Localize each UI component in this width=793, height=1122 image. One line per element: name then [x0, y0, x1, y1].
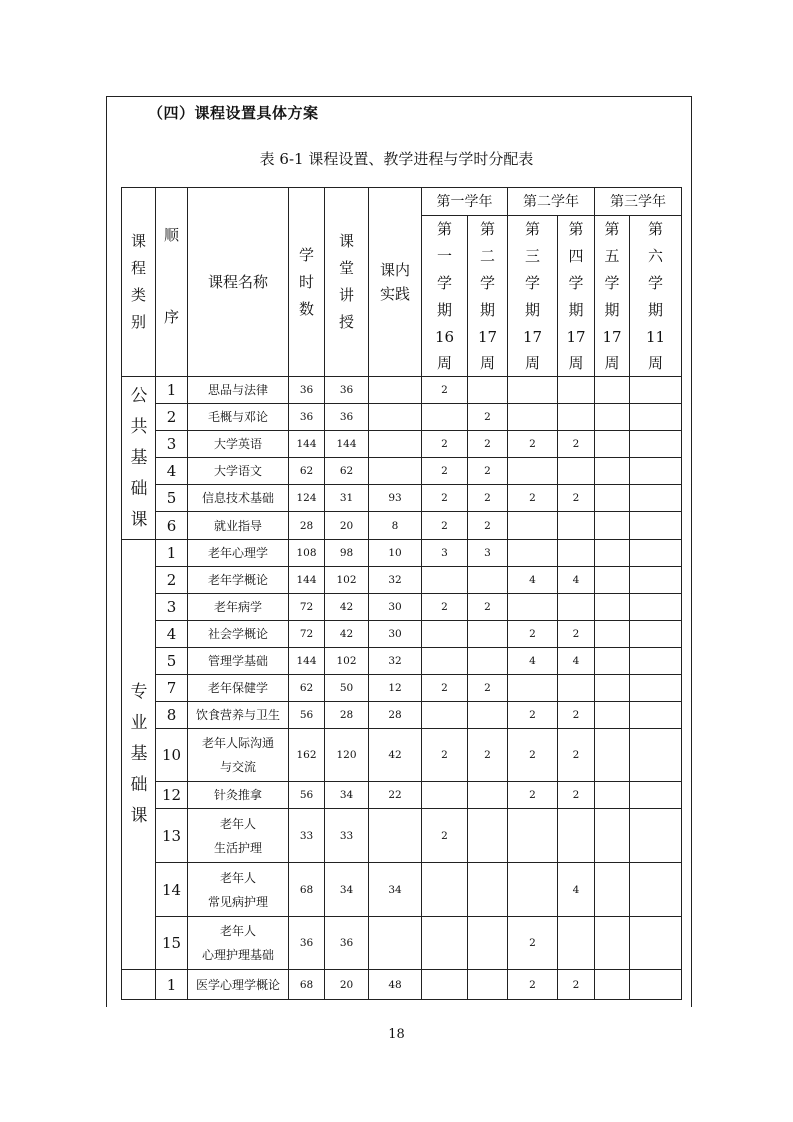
- lecture-cell: 36: [325, 404, 369, 431]
- practice-cell: 22: [369, 782, 422, 809]
- semester-1-cell: [422, 970, 468, 1000]
- order-cell: 3: [156, 594, 188, 621]
- lecture-cell: 33: [325, 809, 369, 863]
- semester-label: 第五学期: [604, 220, 620, 319]
- practice-cell: [369, 917, 422, 970]
- practice-cell: 48: [369, 970, 422, 1000]
- table-row: [122, 621, 682, 648]
- hours-cell: 36: [289, 377, 325, 404]
- semester-5-cell: [595, 702, 630, 729]
- semester-3-cell: [508, 675, 558, 702]
- practice-cell: 93: [369, 485, 422, 512]
- semester-2-cell: [468, 377, 508, 404]
- table-row: [122, 809, 682, 863]
- course-name-line: 毛概与邓论: [207, 410, 268, 424]
- semester-6-cell: [630, 782, 682, 809]
- semester-6-cell: [630, 863, 682, 917]
- order-cell: 2: [156, 567, 188, 594]
- lecture-cell: 98: [325, 540, 369, 567]
- semester-4-cell: 2: [558, 970, 595, 1000]
- semester-3-cell: [508, 377, 558, 404]
- semester-unit: 周: [479, 354, 495, 372]
- semester-6-cell: [630, 809, 682, 863]
- hours-cell: 36: [289, 404, 325, 431]
- semester-1-cell: [422, 863, 468, 917]
- course-name-cell: [188, 648, 289, 675]
- semester-6-cell: [630, 729, 682, 782]
- lecture-cell: 36: [325, 917, 369, 970]
- semester-weeks: 17: [602, 328, 622, 346]
- semester-1-cell: 2: [422, 512, 468, 540]
- table-row: [122, 594, 682, 621]
- lecture-cell: 28: [325, 702, 369, 729]
- header-semester-6: [630, 216, 682, 377]
- semester-1-cell: [422, 917, 468, 970]
- table-row: [122, 431, 682, 458]
- table-row: [122, 485, 682, 512]
- lecture-cell: 102: [325, 567, 369, 594]
- semester-3-cell: 2: [508, 917, 558, 970]
- course-name-cell: [188, 702, 289, 729]
- semester-6-cell: [630, 377, 682, 404]
- semester-1-cell: 2: [422, 594, 468, 621]
- course-name-line: 就业指导: [213, 518, 262, 533]
- lecture-cell: 62: [325, 458, 369, 485]
- semester-label: 第四学期: [568, 220, 584, 319]
- semester-3-cell: [508, 863, 558, 917]
- semester-3-cell: 2: [508, 970, 558, 1000]
- table-row: [122, 863, 682, 917]
- order-cell: 7: [156, 675, 188, 702]
- practice-cell: 34: [369, 863, 422, 917]
- semester-6-cell: [630, 540, 682, 567]
- table-row: [122, 512, 682, 540]
- course-name-line: 社会学概论: [207, 627, 268, 641]
- course-name-cell: [188, 567, 289, 594]
- semester-5-cell: [595, 567, 630, 594]
- semester-6-cell: [630, 458, 682, 485]
- table-row: [122, 702, 682, 729]
- lecture-cell: 144: [325, 431, 369, 458]
- lecture-cell: 120: [325, 729, 369, 782]
- semester-3-cell: [508, 458, 558, 485]
- header-lecture: 课堂讲授: [325, 188, 369, 377]
- semester-3-cell: 2: [508, 621, 558, 648]
- semester-5-cell: [595, 729, 630, 782]
- semester-3-cell: 2: [508, 431, 558, 458]
- hours-cell: 33: [289, 809, 325, 863]
- semester-1-cell: [422, 621, 468, 648]
- course-name-cell: [188, 594, 289, 621]
- semester-4-cell: [558, 540, 595, 567]
- semester-5-cell: [595, 431, 630, 458]
- semester-1-cell: [422, 782, 468, 809]
- semester-2-cell: 2: [468, 404, 508, 431]
- semester-weeks: 17: [522, 328, 543, 346]
- course-name-cell: [188, 512, 289, 540]
- course-name-line: 老年保健学: [207, 681, 268, 695]
- table-row: [122, 567, 682, 594]
- semester-6-cell: [630, 621, 682, 648]
- hours-cell: 62: [289, 458, 325, 485]
- lecture-cell: 42: [325, 621, 369, 648]
- order-cell: 15: [156, 917, 188, 970]
- semester-4-cell: 2: [558, 431, 595, 458]
- practice-cell: 32: [369, 567, 422, 594]
- course-name-cell: [188, 917, 289, 970]
- table-row: [122, 675, 682, 702]
- table-row: [122, 917, 682, 970]
- semester-5-cell: [595, 809, 630, 863]
- table-row: [122, 782, 682, 809]
- semester-1-cell: 2: [422, 485, 468, 512]
- semester-1-cell: 2: [422, 431, 468, 458]
- course-name-line: 老年人际沟通: [201, 736, 274, 750]
- hours-cell: 162: [289, 729, 325, 782]
- semester-5-cell: [595, 648, 630, 675]
- hours-cell: 56: [289, 782, 325, 809]
- course-name-line: 管理学基础: [207, 654, 268, 668]
- hours-cell: 72: [289, 594, 325, 621]
- semester-4-cell: 4: [558, 863, 595, 917]
- lecture-cell: 36: [325, 377, 369, 404]
- table-row: [122, 458, 682, 485]
- header-year-2: 第二学年: [508, 188, 595, 216]
- semester-3-cell: 2: [508, 702, 558, 729]
- course-name-line: 与交流: [219, 760, 256, 774]
- category-cell: 专业基础课: [122, 540, 156, 970]
- semester-1-cell: 2: [422, 809, 468, 863]
- table-row: [122, 970, 682, 1000]
- semester-6-cell: [630, 431, 682, 458]
- header-row-years: [122, 188, 682, 216]
- semester-5-cell: [595, 675, 630, 702]
- semester-2-cell: [468, 809, 508, 863]
- order-cell: 12: [156, 782, 188, 809]
- semester-4-cell: [558, 404, 595, 431]
- practice-cell: 28: [369, 702, 422, 729]
- semester-4-cell: 2: [558, 621, 595, 648]
- semester-6-cell: [630, 567, 682, 594]
- hours-cell: 68: [289, 863, 325, 917]
- semester-3-cell: 2: [508, 782, 558, 809]
- semester-3-cell: [508, 404, 558, 431]
- course-name-cell: [188, 970, 289, 1000]
- practice-cell: 30: [369, 621, 422, 648]
- practice-cell: [369, 377, 422, 404]
- category-cell: [122, 970, 156, 1000]
- semester-unit: 周: [647, 354, 663, 372]
- course-name-line: 大学语文: [213, 464, 262, 478]
- semester-3-cell: 2: [508, 729, 558, 782]
- semester-4-cell: 2: [558, 729, 595, 782]
- course-name-cell: [188, 621, 289, 648]
- semester-1-cell: [422, 702, 468, 729]
- section-title: （四）课程设置具体方案: [148, 104, 319, 122]
- semester-5-cell: [595, 782, 630, 809]
- semester-label: 第二学期: [479, 220, 495, 319]
- practice-cell: 42: [369, 729, 422, 782]
- order-cell: 14: [156, 863, 188, 917]
- semester-5-cell: [595, 970, 630, 1000]
- semester-1-cell: [422, 404, 468, 431]
- hours-cell: 108: [289, 540, 325, 567]
- semester-5-cell: [595, 485, 630, 512]
- semester-4-cell: 2: [558, 782, 595, 809]
- course-name-cell: [188, 377, 289, 404]
- hours-cell: 28: [289, 512, 325, 540]
- semester-6-cell: [630, 512, 682, 540]
- semester-weeks: 16: [434, 328, 455, 346]
- semester-2-cell: [468, 782, 508, 809]
- page-number: 18: [388, 1027, 405, 1042]
- hours-cell: 56: [289, 702, 325, 729]
- semester-1-cell: [422, 567, 468, 594]
- order-cell: 1: [156, 540, 188, 567]
- practice-cell: 32: [369, 648, 422, 675]
- semester-unit: 周: [524, 354, 540, 372]
- semester-1-cell: 2: [422, 377, 468, 404]
- table-row: [122, 648, 682, 675]
- semester-2-cell: [468, 567, 508, 594]
- lecture-cell: 42: [325, 594, 369, 621]
- practice-cell: [369, 458, 422, 485]
- order-cell: 10: [156, 729, 188, 782]
- order-cell: 1: [156, 970, 188, 1000]
- course-name-cell: [188, 404, 289, 431]
- order-cell: 2: [156, 404, 188, 431]
- semester-weeks: 17: [566, 328, 586, 346]
- semester-1-cell: 2: [422, 675, 468, 702]
- semester-5-cell: [595, 863, 630, 917]
- course-name-line: 老年人: [219, 924, 256, 938]
- hours-cell: 144: [289, 648, 325, 675]
- semester-2-cell: 3: [468, 540, 508, 567]
- semester-1-cell: 3: [422, 540, 468, 567]
- semester-5-cell: [595, 458, 630, 485]
- semester-2-cell: [468, 917, 508, 970]
- course-name-cell: [188, 729, 289, 782]
- semester-3-cell: 4: [508, 567, 558, 594]
- order-cell: 4: [156, 621, 188, 648]
- practice-cell: [369, 404, 422, 431]
- semester-4-cell: [558, 675, 595, 702]
- semester-2-cell: [468, 648, 508, 675]
- semester-3-cell: [508, 540, 558, 567]
- header-semester-1: [422, 216, 468, 377]
- course-name-line: 老年学概论: [207, 573, 268, 587]
- course-name-cell: [188, 675, 289, 702]
- semester-weeks: 17: [477, 328, 498, 346]
- category-cell: 公共基础课: [122, 377, 156, 540]
- header-course-name: 课程名称: [188, 188, 289, 377]
- semester-2-cell: 2: [468, 458, 508, 485]
- order-cell: 13: [156, 809, 188, 863]
- lecture-cell: 31: [325, 485, 369, 512]
- lecture-cell: 50: [325, 675, 369, 702]
- semester-5-cell: [595, 594, 630, 621]
- header-semester-4: [558, 216, 595, 377]
- hours-cell: 144: [289, 567, 325, 594]
- header-hours: 学时数: [289, 188, 325, 377]
- semester-1-cell: 2: [422, 729, 468, 782]
- course-name-line: 老年心理学: [207, 546, 268, 560]
- lecture-cell: 34: [325, 863, 369, 917]
- order-cell: 5: [156, 485, 188, 512]
- semester-6-cell: [630, 485, 682, 512]
- semester-2-cell: 2: [468, 485, 508, 512]
- semester-4-cell: 4: [558, 648, 595, 675]
- order-cell: 6: [156, 512, 188, 540]
- course-name-line: 饮食营养与卫生: [195, 708, 280, 722]
- semester-3-cell: [508, 809, 558, 863]
- semester-2-cell: [468, 863, 508, 917]
- semester-2-cell: 2: [468, 431, 508, 458]
- semester-4-cell: 2: [558, 702, 595, 729]
- course-name-line: 常见病护理: [207, 894, 268, 909]
- semester-5-cell: [595, 621, 630, 648]
- practice-cell: 8: [369, 512, 422, 540]
- semester-2-cell: 2: [468, 675, 508, 702]
- hours-cell: 144: [289, 431, 325, 458]
- order-cell: 1: [156, 377, 188, 404]
- course-name-line: 大学英语: [213, 437, 262, 451]
- course-name-cell: [188, 485, 289, 512]
- semester-5-cell: [595, 512, 630, 540]
- lecture-cell: 34: [325, 782, 369, 809]
- practice-cell: 10: [369, 540, 422, 567]
- course-name-line: 生活护理: [213, 840, 262, 855]
- semester-5-cell: [595, 377, 630, 404]
- course-name-line: 医学心理学概论: [195, 977, 280, 992]
- course-name-line: 老年人: [219, 870, 256, 885]
- order-cell: 3: [156, 431, 188, 458]
- semester-4-cell: [558, 377, 595, 404]
- course-table-container: [121, 187, 682, 1000]
- header-semester-2: [468, 216, 508, 377]
- course-name-cell: [188, 782, 289, 809]
- header-year-3: 第三学年: [595, 188, 682, 216]
- hours-cell: 62: [289, 675, 325, 702]
- semester-5-cell: [595, 404, 630, 431]
- table-caption: 表 6-1 课程设置、教学进程与学时分配表: [259, 150, 534, 168]
- semester-6-cell: [630, 970, 682, 1000]
- semester-4-cell: [558, 512, 595, 540]
- semester-4-cell: [558, 809, 595, 863]
- course-name-cell: [188, 458, 289, 485]
- course-name-line: 针灸推拿: [213, 788, 262, 802]
- header-year-1: 第一学年: [422, 188, 508, 216]
- table-row: [122, 404, 682, 431]
- order-cell: 4: [156, 458, 188, 485]
- course-name-cell: [188, 863, 289, 917]
- course-name-line: 信息技术基础: [201, 491, 274, 505]
- table-row: [122, 729, 682, 782]
- semester-5-cell: [595, 540, 630, 567]
- semester-weeks: 11: [645, 328, 666, 346]
- hours-cell: 36: [289, 917, 325, 970]
- semester-unit: 周: [568, 354, 584, 372]
- lecture-cell: 20: [325, 970, 369, 1000]
- semester-2-cell: [468, 702, 508, 729]
- semester-3-cell: 4: [508, 648, 558, 675]
- semester-2-cell: 2: [468, 512, 508, 540]
- practice-cell: [369, 431, 422, 458]
- semester-unit: 周: [436, 354, 452, 372]
- semester-6-cell: [630, 594, 682, 621]
- semester-6-cell: [630, 675, 682, 702]
- semester-6-cell: [630, 702, 682, 729]
- semester-2-cell: [468, 970, 508, 1000]
- semester-4-cell: [558, 917, 595, 970]
- semester-3-cell: [508, 594, 558, 621]
- semester-3-cell: 2: [508, 485, 558, 512]
- header-category: 课程类别: [122, 188, 156, 377]
- course-name-line: 老年人: [219, 816, 256, 831]
- course-name-cell: [188, 809, 289, 863]
- header-semester-3: [508, 216, 558, 377]
- course-name-cell: [188, 540, 289, 567]
- semester-1-cell: 2: [422, 458, 468, 485]
- semester-4-cell: 2: [558, 485, 595, 512]
- semester-label: 第一学期: [436, 220, 452, 319]
- table-row: [122, 377, 682, 404]
- semester-1-cell: [422, 648, 468, 675]
- semester-unit: 周: [604, 354, 620, 372]
- table-row: [122, 540, 682, 567]
- lecture-cell: 102: [325, 648, 369, 675]
- semester-2-cell: 2: [468, 594, 508, 621]
- semester-6-cell: [630, 648, 682, 675]
- semester-3-cell: [508, 512, 558, 540]
- order-cell: 8: [156, 702, 188, 729]
- course-name-line: 心理护理基础: [201, 948, 274, 962]
- course-name-cell: [188, 431, 289, 458]
- semester-label: 第三学期: [524, 220, 540, 319]
- hours-cell: 68: [289, 970, 325, 1000]
- semester-2-cell: 2: [468, 729, 508, 782]
- header-semester-5: [595, 216, 630, 377]
- header-practice: 课内实践: [369, 188, 422, 377]
- order-cell: 5: [156, 648, 188, 675]
- semester-4-cell: [558, 594, 595, 621]
- semester-4-cell: [558, 458, 595, 485]
- semester-2-cell: [468, 621, 508, 648]
- semester-label: 第六学期: [647, 220, 663, 319]
- hours-cell: 72: [289, 621, 325, 648]
- semester-6-cell: [630, 404, 682, 431]
- semester-5-cell: [595, 917, 630, 970]
- hours-cell: 124: [289, 485, 325, 512]
- course-name-line: 思品与法律: [207, 383, 268, 397]
- semester-6-cell: [630, 917, 682, 970]
- course-name-line: 老年病学: [213, 600, 262, 614]
- practice-cell: 12: [369, 675, 422, 702]
- course-schedule-table: [121, 187, 682, 1000]
- semester-4-cell: 4: [558, 567, 595, 594]
- practice-cell: [369, 809, 422, 863]
- lecture-cell: 20: [325, 512, 369, 540]
- practice-cell: 30: [369, 594, 422, 621]
- header-order: 顺序: [156, 188, 188, 377]
